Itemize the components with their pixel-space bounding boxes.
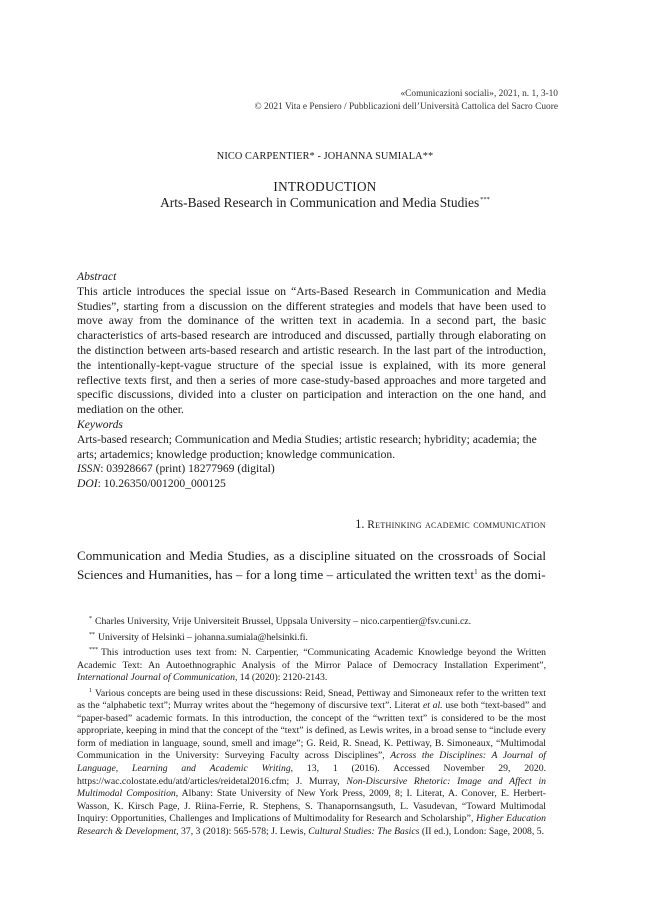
footnote-1 bbox=[77, 685, 546, 839]
issn-line bbox=[77, 462, 546, 477]
footnote-text: Charles University, Vrije Universiteit Brussel, Uppsala University – nico.carpentier@fsv.cuni.cz. bbox=[95, 616, 472, 627]
keywords bbox=[77, 418, 546, 492]
journal-citation: «Comunicazioni sociali», 2021, n. 1, 3-10 bbox=[400, 89, 558, 99]
footnote-marker: 1 bbox=[89, 687, 92, 694]
footnote-book: Cultural Studies: The Basics bbox=[308, 825, 420, 837]
footnote-text: University of Helsinki – johanna.sumiala@helsinki.fi. bbox=[98, 631, 308, 643]
section-heading bbox=[355, 517, 546, 532]
running-header bbox=[255, 88, 558, 114]
issn-value: : 03928667 (print) 18277969 (digital) bbox=[100, 462, 275, 476]
footnote-text: use both “text-based” and “paper-based” academic formats. In this introduction, the concept of the “written text” is considered to be the most appropriate, keeping in mind that the concept of the “text” is defined, as Lewis writes, in a broad sense to “include every form of mediation in language, sound, smell and image”; G. Reid, R. Snead, K. Pettiway, B. Simoneaux, “Multimodal Communication in the University: Surveying Faculty across Disciplines”, bbox=[77, 700, 546, 762]
footnote-italic: et al. bbox=[422, 700, 443, 712]
keywords-text: Arts-based research; Communication and Media Studies; artistic research; hybridity; academia; the arts; artademics; knowledge production; knowledge communication. bbox=[77, 432, 537, 461]
abstract bbox=[77, 270, 546, 418]
footnote-journal: Across the Disciplines: A Journal of Language, Learning and Academic Writing, bbox=[77, 750, 546, 775]
footnote-author-2 bbox=[77, 629, 546, 645]
footnote-author-1 bbox=[77, 613, 546, 629]
body-text-a: Communication and Media Studies, as a discipline situated on the crossroads of Social Sciences and Humanities, has – for a long time – articulated the written text bbox=[77, 548, 546, 583]
footnote-text: , 14 (2020): 2120-2143. bbox=[234, 672, 328, 684]
footnote-journal: International Journal of Communication bbox=[77, 672, 235, 684]
article-subtitle bbox=[0, 195, 650, 211]
footnote-marker: * bbox=[89, 616, 92, 622]
footnote-text: Various concepts are being used in these discussions: Reid, Snead, Pettiway and Simoneaux refer to the written text as the “alphabetic text”; Murray writes about the “hegemony of discursive text”. Literat bbox=[77, 687, 546, 712]
footnote-text: 13, 1 (2016). Accessed November 29, 2020. https://wac.colostate.edu/atd/articles/reidetal2016.cfm; J. Murray, bbox=[77, 763, 547, 787]
footnote-text: (II ed.), London: Sage, 2008, 5. bbox=[419, 825, 545, 837]
article-title: INTRODUCTION bbox=[273, 179, 377, 194]
footnote-marker: *** bbox=[89, 647, 98, 654]
authors: NICO CARPENTIER* - JOHANNA SUMIALA** bbox=[216, 151, 434, 162]
abstract-label: Abstract bbox=[77, 270, 117, 283]
footnote-marker: ** bbox=[89, 631, 95, 638]
section-number: 1. bbox=[355, 517, 365, 531]
issn-label: ISSN bbox=[77, 462, 101, 476]
section-title: Rethinking academic communication bbox=[367, 519, 546, 531]
footnotes bbox=[77, 613, 546, 838]
doi-value: : 10.26350/001200_000125 bbox=[97, 477, 226, 491]
footnote-text: , 37, 3 (2018): 565-578; J. Lewis, bbox=[176, 825, 309, 837]
body-text-b: as the domi- bbox=[477, 567, 546, 583]
subtitle-note-marker: *** bbox=[480, 196, 490, 203]
keywords-label: Keywords bbox=[77, 418, 123, 431]
footnote-book: Non-Discursive Rhetoric: Image and Affect in Multimodal Composition bbox=[77, 775, 546, 800]
footnote-source bbox=[77, 644, 546, 685]
footnote-text: , Albany: State University of New York Press, 2009, 8; I. Literat, A. Conover, E. Herbert-Wasson, K. Kirsch Page, J. Riina-Ferrie, R. Stephens, S. Thanapornsangsuth, L. Vasudevan, “Toward Multimodal Inquiry: Opportunities, Challenges and Implications of Multimodality for Research and Scholarship”, bbox=[77, 788, 547, 825]
abstract-text: This article introduces the special issue on “Arts-Based Research in Communication and Media Studies”, starting from a discussion on the different strategies and models that have been used to move away from the dominance of the written text in academia. In a second part, the basic characteristics of arts-based research are introduced and discussed, partially through elaborating on the distinction between arts-based research and artistic research. In the last part of the introduction, the intentionally-kept-vague structure of the special issue is explained, with its more general reflective texts first, and then a series of more case-study-based approaches and more targeted and specific discussions, divided into a cluster on participation and interaction on the one hand, and mediation on the other. bbox=[77, 284, 546, 417]
body-note-marker: 1 bbox=[474, 568, 478, 577]
footnote-journal: Higher Education Research & Development bbox=[77, 813, 546, 837]
footnote-text: This introduction uses text from: N. Carpentier, “Communicating Academic Knowledge beyond the Written Academic Text: An Autoethnographic Analysis of the Mirror Palace of Democracy Installation Experiment”, bbox=[77, 647, 546, 671]
subtitle-text: Arts-Based Research in Communication and Media Studies bbox=[160, 195, 480, 210]
doi-label: DOI bbox=[77, 477, 98, 491]
body-paragraph bbox=[77, 547, 546, 583]
doi-line bbox=[77, 477, 546, 492]
copyright-line: © 2021 Vita e Pensiero / Pubblicazioni dell’Università Cattolica del Sacro Cuore bbox=[254, 102, 558, 112]
